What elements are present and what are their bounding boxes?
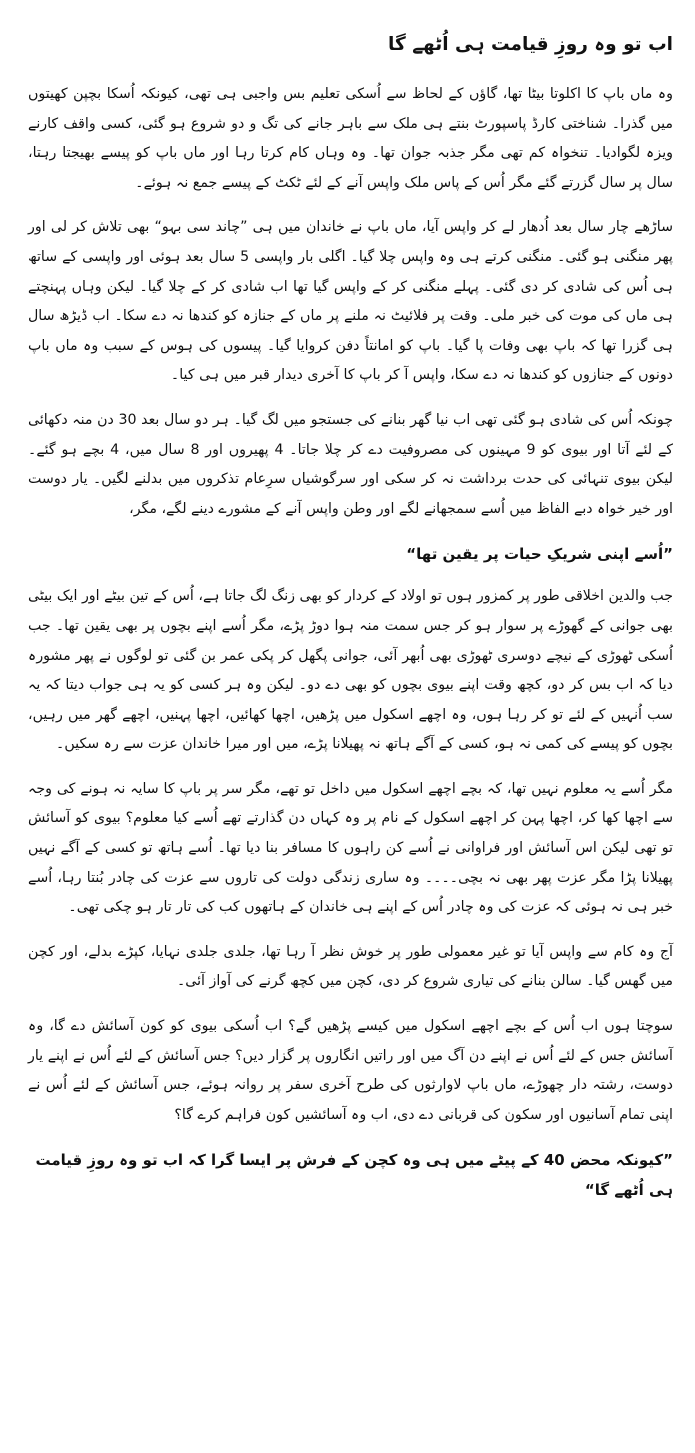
paragraph-6: آج وہ کام سے واپس آیا تو غیر معمولی طور پر خوش نظر آ رہا تھا، جلدی جلدی نہایا، کپڑے بدلے، اور کچن میں گھس گیا۔ سالن بنانے کی تیاری شروع کر دی، کچن میں کچھ گرنے کی آواز آئی۔ [28,943,673,990]
closing-quote: ”کیونکہ محض 40 کے پیٹے میں ہی وہ کچن کے فرش پر ایسا گرا کہ اب تو وہ روزِ قیامت ہی اُٹھے گا“ [35,1151,673,1200]
paragraph-2: ساڑھے چار سال بعد اُدھار لے کر واپس آیا، ماں باپ نے خاندان میں ہی ”چاند سی بہو“ بھی تلاش کر لی اور پھر منگنی ہو گئی۔ منگنی کرتے ہی وہ واپس چلا گیا۔ اگلی بار واپسی 5 سال بعد ہوئی اور واپسی کے ساتھ ہی اُس کی شادی کر دی گئی۔ پہلے منگنی کر کے واپس گیا تھا اب شادی کر کے چلا گیا۔ لیکن وہاں پہنچتے ہی ماں کی موت کی خبر ملی۔ وقت پر فلائیٹ نہ ملنے پر ماں کے جنازہ کو کندھا نہ دے سکا۔ اب ڈیڑھ سال ہی گزرا تھا کہ باپ بھی وفات پا گیا۔ باپ کو امانتاً دفن کروایا گیا۔ پیسوں کی ہوس کے سبب وہ ماں باپ دونوں کے جنازوں کو کندھا نہ دے سکا، واپس آ کر باپ کا آخری دیدار قبر میں ہی کیا۔ [28,219,673,384]
paragraph-7: سوچتا ہوں اب اُس کے بچے اچھے اسکول میں کیسے پڑھیں گے؟ اب اُسکی بیوی کو کون آسائش دے گا، وہ آسائش جس کے لئے اُس نے اپنے دن آگ میں اور راتیں انگاروں پر گزار دیں؟ جس آسائش کے لئے اُس نے اپنے یار دوست، رشتہ دار چھوڑے، ماں باپ لاوارثوں کی طرح آخری سفر پر روانہ ہوئے، جس آسائش کے لئے اُس نے اپنی تمام آسانیوں اور سکون کی قربانی دے دی، اب وہ آسائشیں کون فراہم کرے گا؟ [28,1018,673,1123]
paragraph-5: مگر اُسے یہ معلوم نہیں تھا، کہ بچے اچھے اسکول میں داخل تو تھے، مگر سر پر باپ کا سایہ نہ ہونے کی وجہ سے اچھا کھا کر، اچھا پہن کر اچھے اسکول کے نام پر وہ کہاں دن گذارتے تھے اُسے کیا معلوم؟ بیوی کو آسائش تو تھی لیکن اس آسائش اور فراوانی نے اُسے کن راہوں کا مسافر بنا دیا تھا۔ اُسے ہاتھ تو کسی کے آگے نہیں پھیلانا پڑا مگر عزت پھر بھی نہ بچی۔۔۔۔ وہ ساری زندگی دولت کی تاروں سے عزت کی چادر بُنتا رہا، اُسے خبر ہی نہ ہوئی کہ عزت کی وہ چادر اُس کے اپنے ہی خاندان کے ہاتھوں کب کی تار تار ہو چکی تھی۔ [28,780,673,916]
paragraph-4: جب والدین اخلاقی طور پر کمزور ہوں تو اولاد کے کردار کو بھی زنگ لگ جاتا ہے، اُس کے تین بیٹے اور ایک بیٹی بھی جوانی کے گھوڑے پر سوار ہو کر جس سمت منہ ہوا دوڑ پڑے، مگر اُسے اپنے بچوں پر بھی یقین تھا۔ جب اُسکی ٹھوڑی کے نیچے دوسری ٹھوڑی بھی اُبھر آئی، جوانی پگھل کر پکی عمر بن گئی تو لوگوں نے پھر مشورہ دیا کہ اب بس کر دو، کچھ وقت اپنے بیوی بچوں کو بھی دے دو۔ لیکن وہ ہر کسی کو یہ ہی جواب دیتا کہ یہ سب اُنہیں کے لئے تو کر رہا ہوں، وہ اچھے اسکول میں پڑھیں، اچھا کھائیں، اچھا پہنیں، اچھے گھر میں رہیں، بچوں کو پیسے کی کمی نہ ہو، کسی کے آگے ہاتھ نہ پھیلانا پڑے، میں اور میرا خاندان عزت سے رہ سکیں۔ [28,588,673,753]
paragraph-1: وہ ماں باپ کا اکلوتا بیٹا تھا، گاؤں کے لحاظ سے اُسکی تعلیم بس واجبی ہی تھی، کیونکہ اُسکا بچپن کھیتوں میں گذرا۔ شناختی کارڈ پاسپورٹ بنتے ہی ملک سے باہر جانے کی تگ و دو شروع ہو گئی، کسی واقف کارنے ویزہ لگوادیا۔ تنخواہ کم تھی مگر جذبہ جوان تھا۔ وہ وہاں کام کرتا رہا اور ماں باپ کو پیسے بھیجتا رہتا، سال پر سال گزرتے گئے مگر اُس کے پاس ملک واپس آنے کے لئے ٹکٹ کے پیسے جمع نہ ہوئے۔ [28,86,673,191]
quote-line: ”اُسے اپنی شریکِ حیات پر یقین تھا“ [406,545,673,564]
paragraph-3: چونکہ اُس کی شادی ہو گئی تھی اب نیا گھر بنانے کی جستجو میں لگ گیا۔ ہر دو سال بعد 30 دن منہ دکھائی کے لئے آتا اور بیوی کو 9 مہینوں کی مصروفیت دے کر چلا جاتا۔ 4 پھیروں اور 8 سال میں، 4 بچے ہو گئے۔ لیکن بیوی تنہائی کی حدت برداشت نہ کر سکی اور سرگوشیاں سرِعام تذکروں میں بدلنے لگیں۔ یار دوست اور خیر خواہ دبے الفاظ میں اُسے سمجھانے لگے اور وطن واپس آنے کے مشورے دینے لگے، مگر، [28,411,674,517]
article-title: اب تو وہ روزِ قیامت ہی اُٹھے گا [388,34,673,55]
